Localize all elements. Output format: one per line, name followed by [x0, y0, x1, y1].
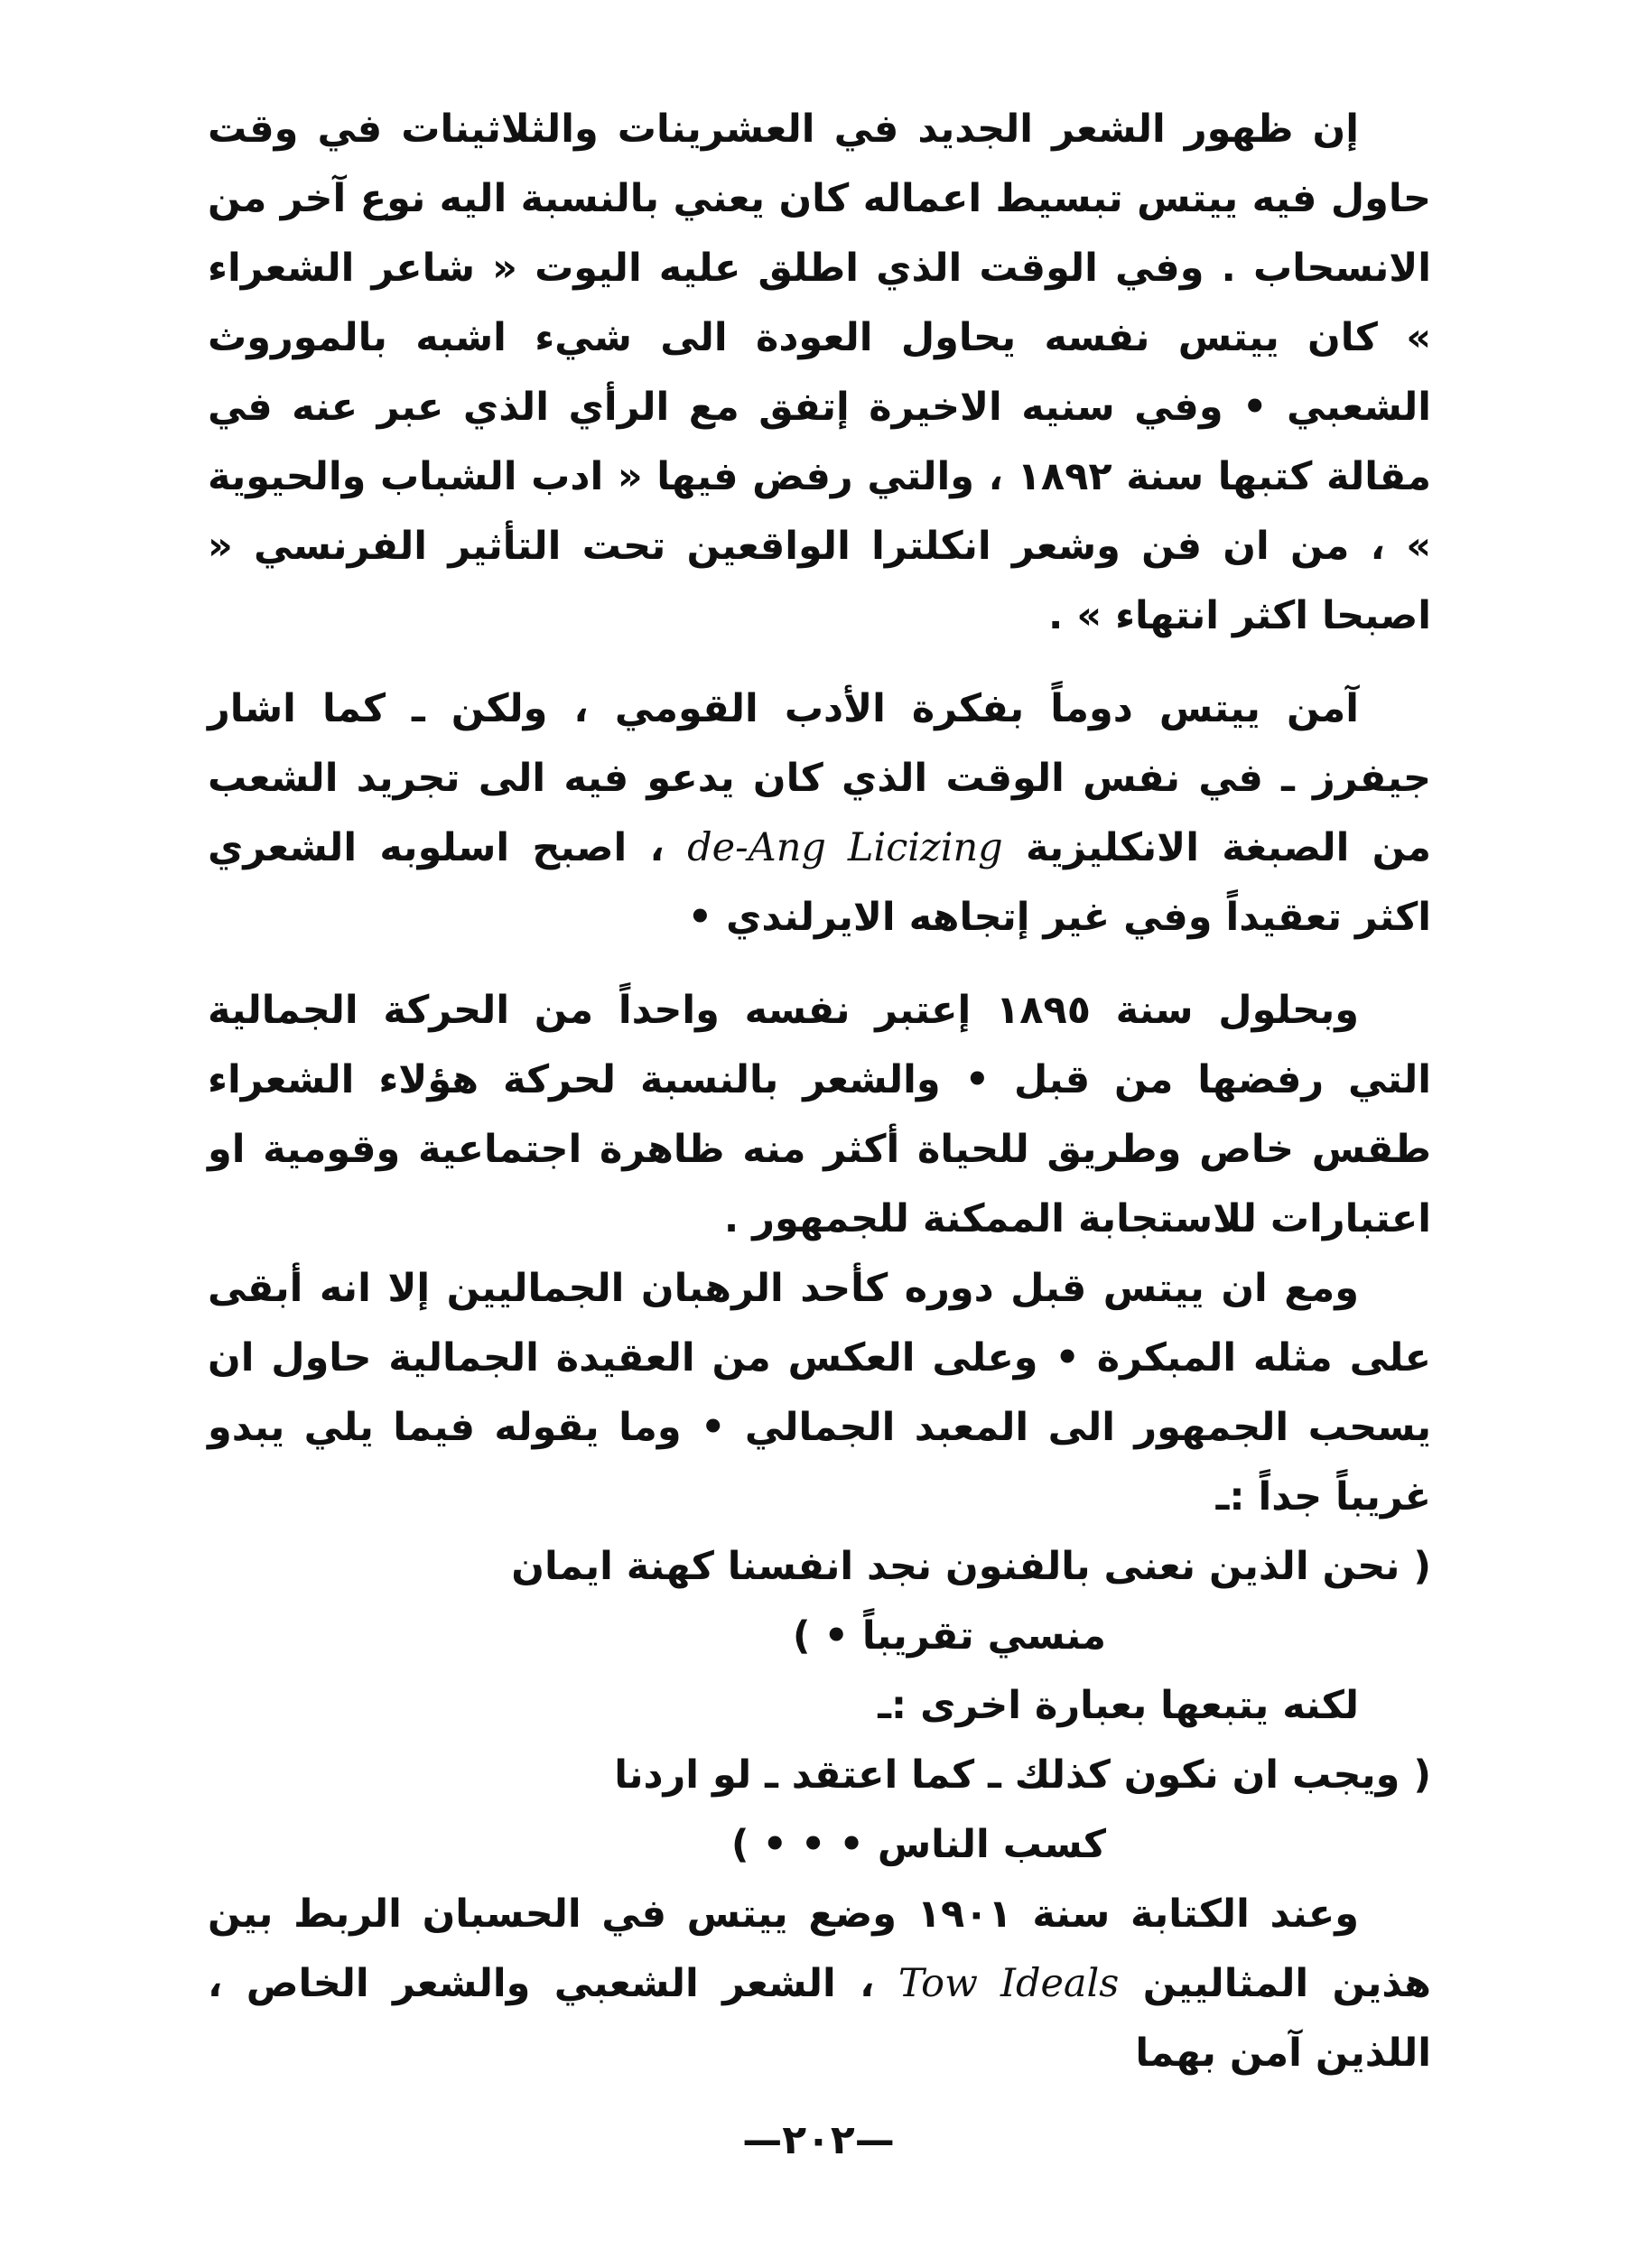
- quote-1-line-2: منسي تقريباً • ): [792, 1613, 1106, 1659]
- transition-line: لكنه يتبعها بعبارة اخرى :ـ: [878, 1683, 1359, 1728]
- final-paragraph-text-b: ، الشعر الشعبي والشعر الخاص ، اللذين آمن بهما: [208, 1961, 1431, 2076]
- paragraph-2: [208, 674, 1431, 953]
- final-paragraph: [208, 1880, 1431, 2088]
- quote-2-line-2: كسب الناس • • • ): [730, 1822, 1106, 1867]
- quote-2-line-1: ( ويجب ان نكون كذلك ـ كما اعتقد ـ لو اردنا: [614, 1752, 1431, 1798]
- page-number: —٢٠٢—: [742, 2117, 895, 2163]
- paragraph-2-text-a: آمن ييتس دوماً بفكرة الأدب القومي ، ولكن ـ كما اشار جيفرز ـ في نفس الوقت الذي كان يدعو فيه الى تجريد الشعب من الصبغة الانكليزية: [208, 686, 1431, 870]
- paragraph-1: إن ظهور الشعر الجديد في العشرينات والثلاثينات في وقت حاول فيه ييتس تبسيط اعماله كان يعني بالنسبة اليه نوع آخر من الانسحاب . وفي الوقت الذي اطلق عليه اليوت « شاعر الشعراء » كان ييتس نفسه يحاول العودة الى شيء اشبه بالموروث الشعبي • وفي سنيه الاخيرة إتفق مع الرأي الذي عبر عنه في مقالة كتبها سنة ١٨٩٢ ، والتي رفض فيها « ادب الشباب والحيوية » ، من ان فن وشعر انكلترا الواقعين تحت التأثير الفرنسي « اصبحا اكثر انتهاء » .: [208, 107, 1431, 638]
- body-text: [208, 95, 1431, 2088]
- paragraph-3: وبحلول سنة ١٨٩٥ إعتبر نفسه واحداً من الحركة الجمالية التي رفضها من قبل • والشعر بالنسبة لحركة هؤلاء الشعراء طقس خاص وطريق للحياة أكثر منه ظاهرة اجتماعية وقومية او اعتبارات للاستجابة الممكنة للجمهور .: [208, 988, 1431, 1241]
- paragraph-2-text-b: ، اصبح اسلوبه الشعري اكثر تعقيداً وفي غير إتجاهه الايرلندي •: [208, 825, 1431, 940]
- final-paragraph-text-a: وعند الكتابة سنة ١٩٠١ وضع ييتس في الحسبان الربط بين هذين المثاليين: [208, 1892, 1431, 2006]
- latin-term-tow-ideals: Tow Ideals: [898, 1961, 1120, 2006]
- latin-term-de-anglicizing: de-Ang Licizing: [687, 825, 1003, 870]
- paragraph-4: ومع ان ييتس قبل دوره كأحد الرهبان الجماليين إلا انه أبقى على مثله المبكرة • وعلى العكس من العقيدة الجمالية حاول ان يسحب الجمهور الى المعبد الجمالي • وما يقوله فيما يلي يبدو غريباً جداً :ـ: [208, 1266, 1431, 1520]
- quote-1-line-1: ( نحن الذين نعنى بالفنون نجد انفسنا كهنة ايمان: [511, 1544, 1431, 1589]
